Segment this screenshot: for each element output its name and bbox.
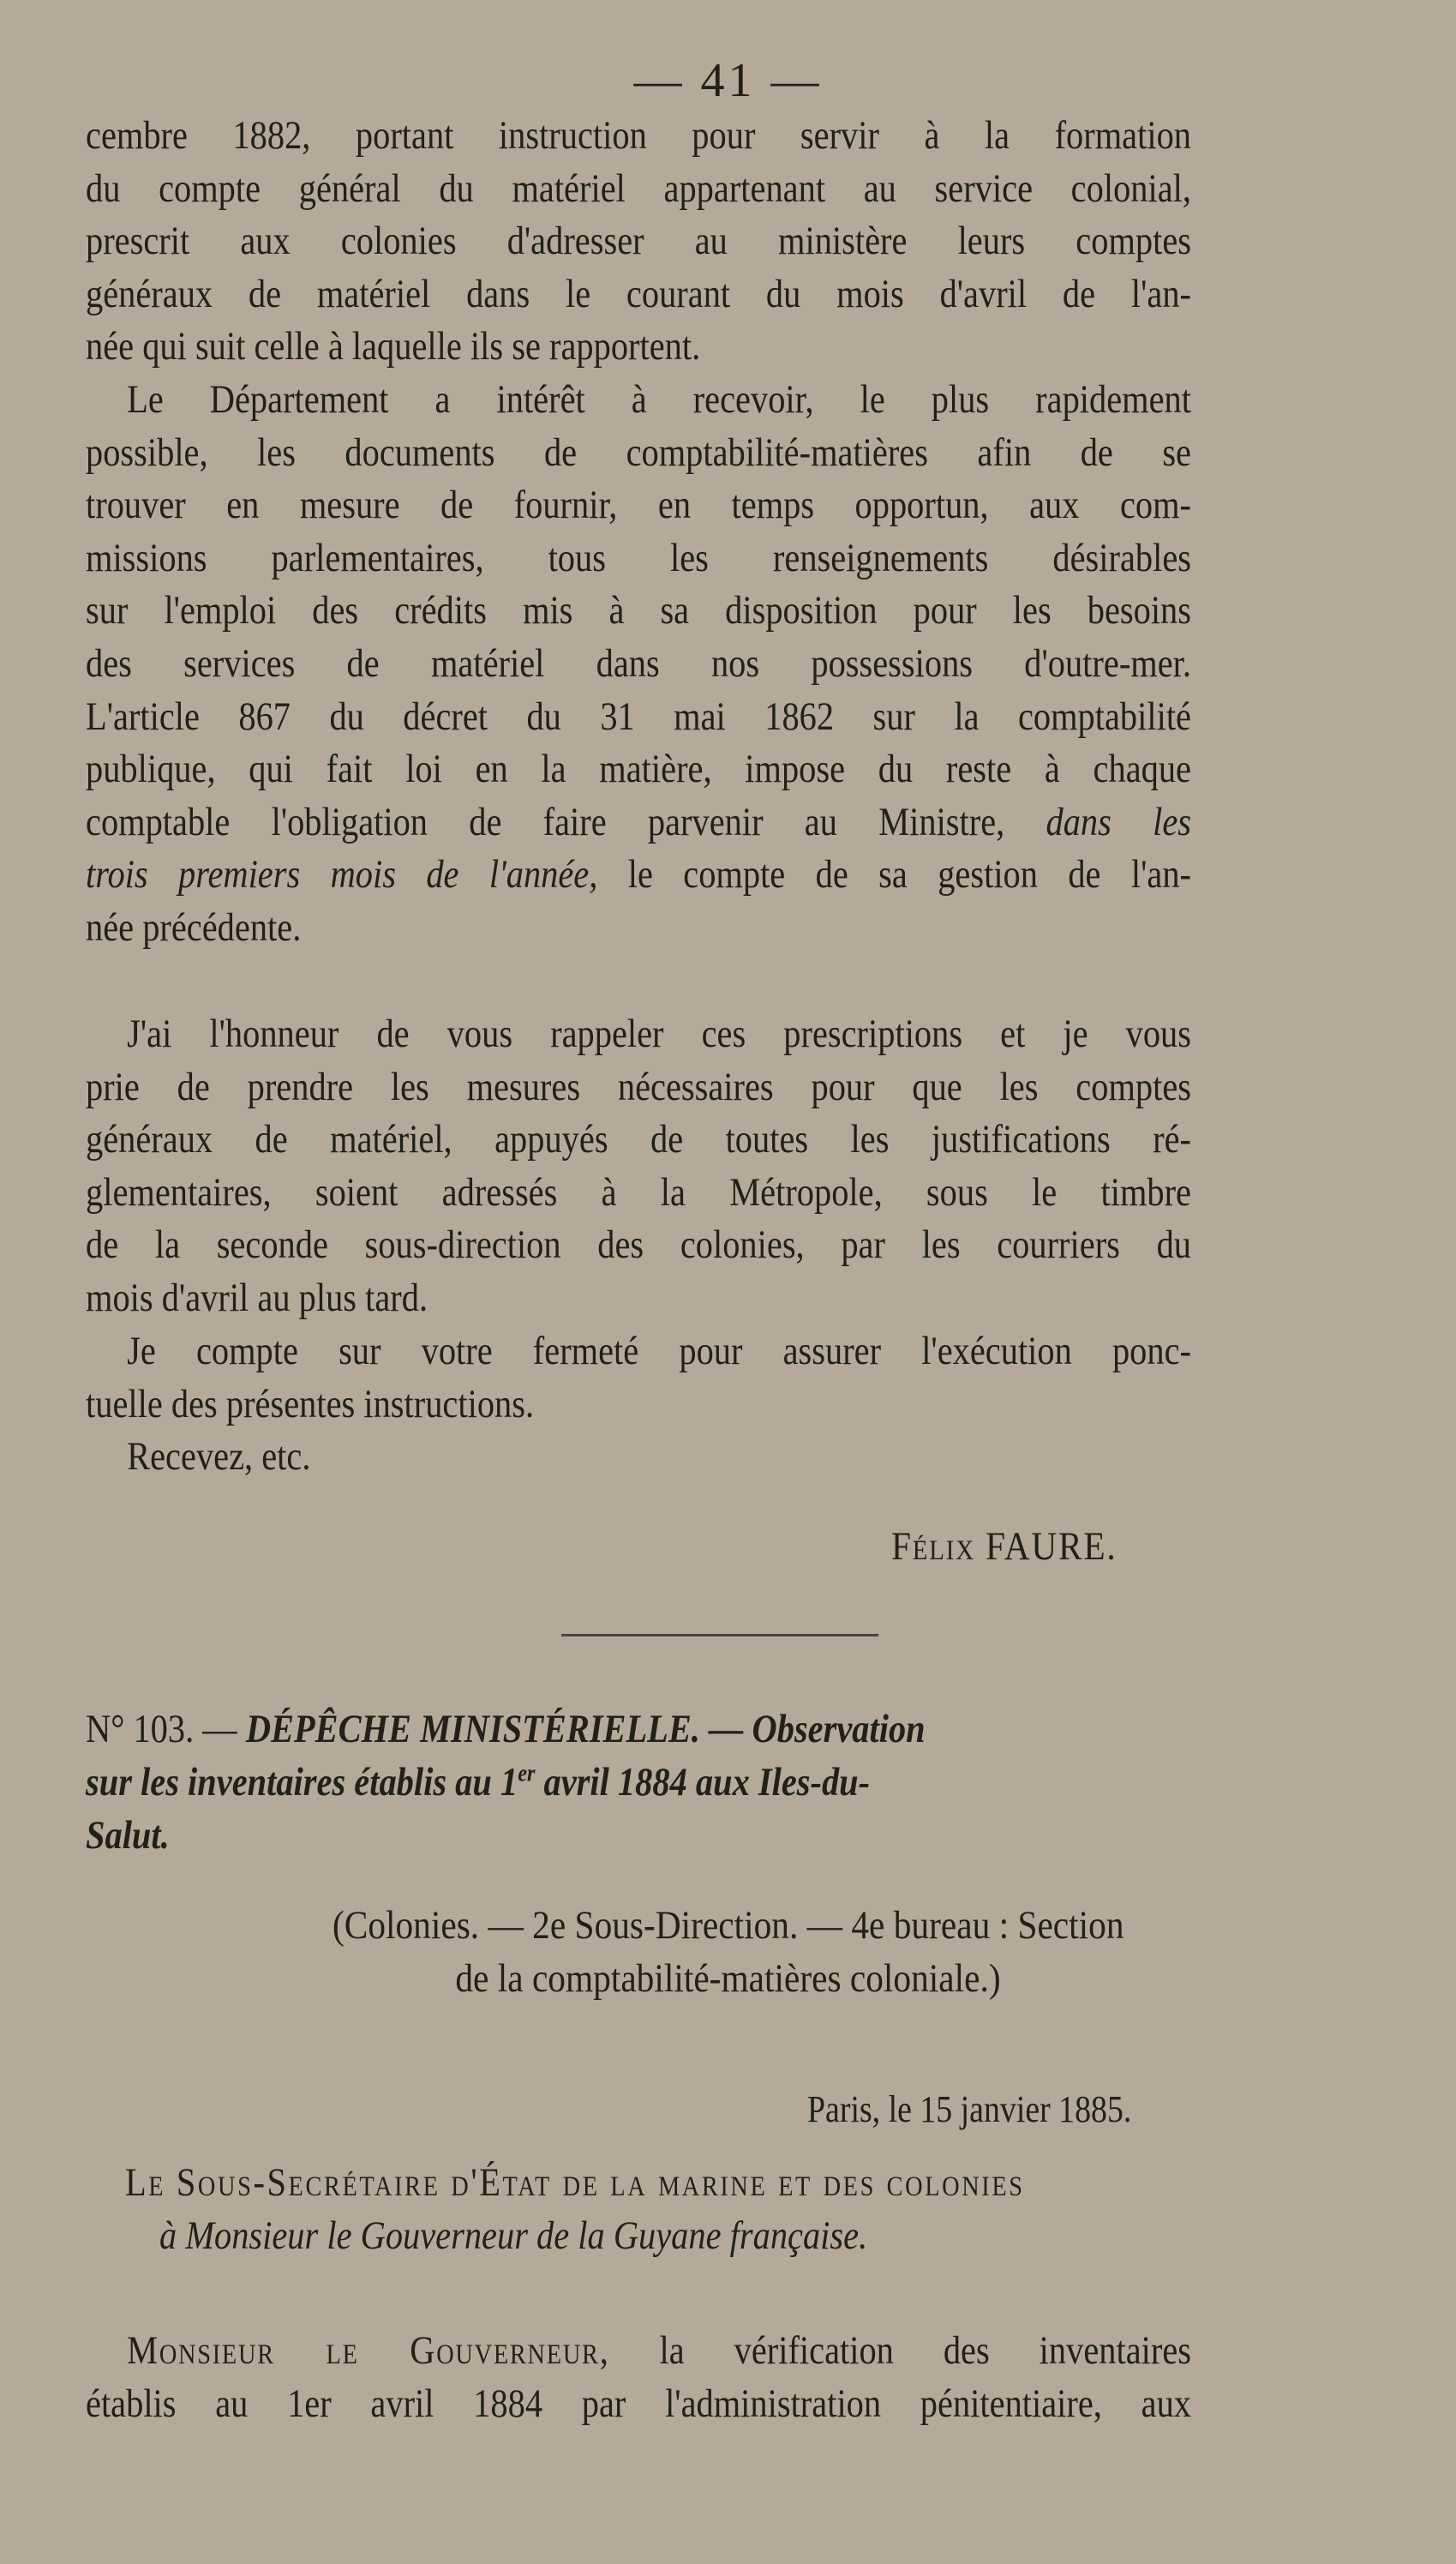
- department-line-2: [0, 1955, 1456, 2002]
- dispatch-date: Paris, le 15 janvier 1885.: [807, 2088, 1132, 2130]
- sender-text: Le Sous-Secrétaire d'État de la marine et des colonies: [125, 2160, 1025, 2205]
- text-line: du compte général du matériel appartenant au service colonial,: [86, 165, 1191, 211]
- document-title-fragment: avril 1884 aux Iles-du-: [535, 1760, 871, 1804]
- document-heading-line-2: [86, 1759, 1191, 1805]
- text-line: née précédente.: [86, 904, 302, 950]
- recipient-line: à Monsieur le Gouverneur de la Guyane française.: [159, 2213, 868, 2258]
- text-line: établis au 1er avril 1884 par l'administration pénitentiaire, aux: [86, 2381, 1191, 2426]
- signature: Félix FAURE.: [891, 1524, 1117, 1569]
- text-line: des services de matériel dans nos possessions d'outre-mer.: [86, 640, 1191, 686]
- text-line: J'ai l'honneur de vous rappeler ces prescriptions et je vous: [127, 1012, 1191, 1056]
- text-line: L'article 867 du décret du 31 mai 1862 sur la comptabilité: [86, 694, 1191, 739]
- paragraph-5: [86, 2325, 1191, 2430]
- ordinal-superscript: er: [518, 1760, 536, 1787]
- text-line: [86, 796, 1191, 850]
- page-number: — 41 —: [633, 54, 823, 107]
- text-line: née qui suit celle à laquelle ils se rapportent.: [86, 324, 701, 369]
- italic-text: dans les: [1046, 799, 1192, 844]
- text-line: glementaires, soient adressés à la Métropole, sous le timbre: [86, 1169, 1191, 1215]
- section-divider: [561, 1634, 878, 1636]
- text-line: généraux de matériel dans le courant du mois d'avril de l'an-: [86, 271, 1191, 316]
- text-fragment: le compte de sa gestion de l'an-: [627, 852, 1191, 898]
- paragraph-4: [86, 1325, 1191, 1484]
- department-line-1: [0, 1902, 1456, 1949]
- sender-line: [125, 2159, 1025, 2206]
- text-line: de la seconde sous-direction des colonies, par les courriers du: [86, 1222, 1191, 1268]
- text-line: cembre 1882, portant instruction pour servir à la formation: [86, 113, 1191, 158]
- paragraph-3: [86, 1008, 1191, 1325]
- text-line: possible, les documents de comptabilité-matières afin de se: [86, 429, 1191, 475]
- department-text: de la comptabilité-matières coloniale.): [455, 1956, 1001, 2001]
- text-line: sur l'emploi des crédits mis à sa disposition pour les besoins: [86, 588, 1191, 633]
- document-heading: [86, 1706, 1191, 1752]
- text-line: publique, qui fait loi en la matière, impose du reste à chaque: [86, 747, 1191, 792]
- text-line: trouver en mesure de fournir, en temps opportun, aux com-: [86, 483, 1191, 528]
- text-line: [86, 849, 1191, 902]
- document-title-fragment: sur les inventaires établis au 1: [86, 1760, 518, 1804]
- text-fragment: comptable l'obligation de faire parvenir au Ministre,: [86, 799, 1005, 844]
- text-line: Le Département a intérêt à recevoir, le plus rapidement: [127, 377, 1191, 422]
- document-title: DÉPÊCHE MINISTÉRIELLE. — Observation: [245, 1707, 926, 1751]
- italic-text: trois premiers mois de l'année,: [86, 852, 598, 898]
- document-title-fragment: Salut.: [86, 1813, 170, 1858]
- document-number: N° 103. —: [86, 1707, 237, 1751]
- text-line: mois d'avril au plus tard.: [86, 1275, 428, 1320]
- text-line: prescrit aux colonies d'adresser au ministère leurs comptes: [86, 219, 1191, 264]
- text-line: prie de prendre les mesures nécessaires pour que les comptes: [86, 1064, 1191, 1109]
- text-line: généraux de matériel, appuyés de toutes les justifications ré-: [86, 1117, 1191, 1162]
- department-text: (Colonies. — 2e Sous-Direction. — 4e bureau : Section: [332, 1903, 1124, 1948]
- text-line: [86, 2325, 1191, 2378]
- text-fragment: la vérification des inventaires: [659, 2328, 1192, 2373]
- document-heading-line-3: [86, 1812, 1191, 1858]
- paragraph-2: [86, 374, 1191, 955]
- paragraph-1: [86, 110, 1191, 374]
- closing: Recevez, etc.: [127, 1434, 311, 1480]
- text-line: tuelle des présentes instructions.: [86, 1381, 535, 1426]
- text-line: missions parlementaires, tous les renseignements désirables: [86, 535, 1191, 580]
- salutation: Monsieur le Gouverneur,: [127, 2328, 610, 2373]
- text-line: Je compte sur votre fermeté pour assurer l'exécution ponc-: [127, 1329, 1191, 1373]
